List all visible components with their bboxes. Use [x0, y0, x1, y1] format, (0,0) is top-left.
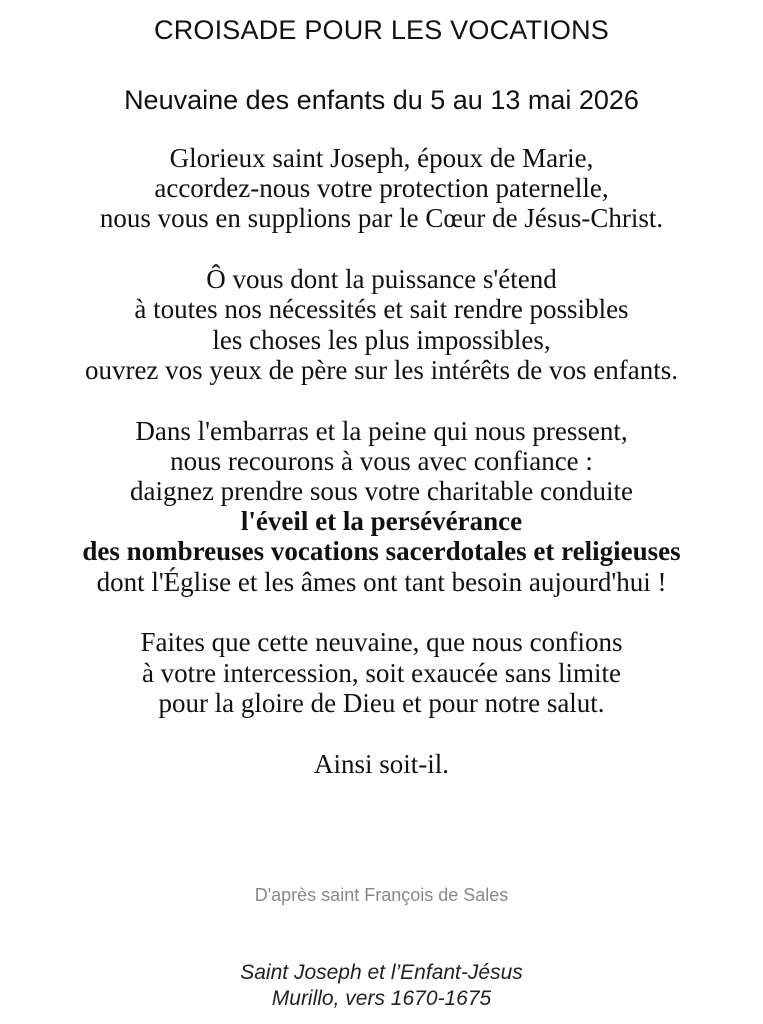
- prayer-line: nous recourons à vous avec confiance :: [170, 445, 593, 476]
- prayer-line: daignez prendre sous votre charitable conduite: [129, 476, 634, 507]
- prayer-line-amen: Ainsi soit-il.: [313, 748, 449, 779]
- page-subtitle: Neuvaine des enfants du 5 au 13 mai 2026: [124, 85, 639, 115]
- prayer-line: les choses les plus impossibles,: [212, 324, 551, 355]
- artwork-caption: [0, 960, 763, 1012]
- prayer-line-emphasis: des nombreuses vocations sacerdotales et religieuses: [82, 536, 681, 567]
- prayer-text: [0, 143, 763, 809]
- artwork-artist: Murillo, vers 1670-1675: [271, 987, 492, 1010]
- prayer-line: dont l'Église et les âmes ont tant besoin aujourd'hui !: [96, 566, 667, 597]
- prayer-line: à toutes nos nécessités et sait rendre possibles: [134, 294, 629, 325]
- prayer-line: accordez-nous votre protection paternelle,: [154, 173, 609, 204]
- attribution-text: D'après saint François de Sales: [254, 885, 509, 905]
- artwork-title: Saint Joseph et l’Enfant-Jésus: [240, 961, 523, 984]
- prayer-line: à votre intercession, soit exaucée sans limite: [141, 657, 622, 688]
- prayer-stanza-2: [0, 264, 763, 385]
- prayer-stanza-4: [0, 627, 763, 718]
- prayer-line-emphasis: l'éveil et la persévérance: [240, 506, 523, 537]
- prayer-line: Faites que cette neuvaine, que nous confions: [140, 627, 623, 658]
- page-title: CROISADE POUR LES VOCATIONS: [154, 15, 609, 45]
- prayer-stanza-1: [0, 143, 763, 234]
- prayer-line: nous vous en supplions par le Cœur de Jésus-Christ.: [99, 203, 664, 234]
- prayer-line: Glorieux saint Joseph, époux de Marie,: [169, 143, 594, 173]
- prayer-closing: [0, 749, 763, 779]
- prayer-line: Dans l'embarras et la peine qui nous pressent,: [135, 415, 628, 446]
- prayer-line: Ô vous dont la puissance s'étend: [206, 264, 557, 295]
- prayer-line: pour la gloire de Dieu et pour notre salut.: [158, 687, 605, 718]
- prayer-stanza-3: [0, 416, 763, 597]
- prayer-line: ouvrez vos yeux de père sur les intérêts de vos enfants.: [84, 354, 679, 385]
